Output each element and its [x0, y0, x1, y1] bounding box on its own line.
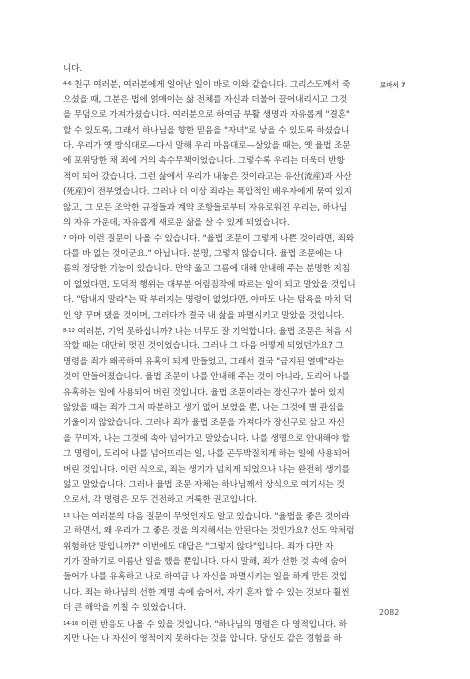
line-text: 니다. 죄는 하나님의 선한 계명 속에 숨어서, 자기 혼자 할 수 있는 것보다 훨씬: [63, 587, 350, 598]
text-line: [63, 632, 363, 647]
verse-number: 4-6: [63, 81, 72, 88]
line-text: 이런 반응도 나올 수 있을 것입니다. "하나님의 명령은 다 영적입니다. 하: [78, 619, 347, 630]
line-text: 이 없었다면, 도덕적 행위는 대부분 어림짐작에 따르는 일이 되고 말았을 것입니: [63, 279, 356, 290]
text-line: [63, 170, 363, 185]
line-text: 작할 때는 대단히 멋진 것이었습니다. 그러나 그 다음 어떻게 되었던가요? 그: [63, 341, 344, 352]
text-line: [63, 62, 363, 77]
text-line: [63, 324, 363, 339]
verse-number: 14-16: [63, 620, 79, 627]
line-text: 들어가 나를 유혹하고 나로 하여금 나 자신을 파멸시키는 일을 하게 만든 것입: [63, 572, 348, 583]
line-text: 니다.: [63, 64, 83, 74]
text-line: [63, 262, 363, 277]
text-line: [63, 77, 363, 92]
line-text: 으셨을 때, 그분은 법에 얽매이는 삶 전체를 자신과 더불어 끌어내리시고 그것: [63, 94, 348, 105]
line-text: 나는 여러분의 다음 질문이 무엇인지도 알고 있습니다. "율법을 좋은 것이라: [69, 511, 350, 522]
text-line: [63, 401, 363, 416]
line-text: (死産)이 전부였습니다. 그러나 더 이상 죄라는 폭압적인 배우자에게 묶여 있지: [63, 187, 352, 198]
line-text: 잃고 말았습니다. 그러나 율법 조문 자체는 하나님께서 상식으로 여기시는 것: [63, 479, 345, 490]
text-line: [63, 231, 363, 246]
text-line: [63, 555, 363, 570]
page-number: 2082: [379, 608, 400, 617]
text-line: [63, 386, 363, 401]
text-line: [63, 309, 363, 324]
line-text: 위험하단 말입니까?" 이번에도 대답은 "그렇지 않다"입니다. 죄가 다만 자: [63, 541, 334, 552]
verse-number: 7: [63, 235, 67, 242]
line-text: 더 큰 해악을 끼칠 수 있었습니다.: [63, 603, 186, 614]
text-line: [63, 139, 363, 154]
line-text: 인 양 꾸며 댔을 것이며, 그러다가 결국 내 삶을 파멸시키고 말았을 것입니다.: [63, 310, 345, 321]
running-head: 로마서 7: [380, 81, 406, 89]
line-text: 을 무덤으로 가져가셨습니다. 여러분으로 하여금 부활 생명과 자유롭게 "결혼": [63, 110, 350, 121]
line-text: 유혹하는 일에 사용되어 버린 것입니다. 율법 조문이라는 장신구가 붙어 있지: [63, 387, 345, 398]
text-line: [63, 478, 363, 493]
line-text: 할 수 있도록, 그래서 하나님을 향한 믿음을 "자녀"로 낳을 수 있도록 하셨습니: [63, 125, 350, 136]
line-text: 다를 바 없는 것이군요." 아닙니다. 분명, 그렇지 않습니다. 율법 조문에는 나: [63, 248, 343, 259]
text-line: [63, 293, 363, 308]
text-line: [63, 447, 363, 462]
line-text: 적이 되어 갔습니다. 그런 삶에서 우리가 내놓은 것이라고는 유산(流産)과 사산: [63, 171, 352, 182]
text-line: [63, 416, 363, 431]
line-text: 기가 잘하기로 이름난 일을 했을 뿐입니다. 다시 말해, 죄가 선한 것 속에 숨어: [63, 557, 347, 567]
line-text: 으로서, 각 명령은 모두 건전하고 거룩한 권고입니다.: [63, 495, 257, 506]
text-line: [63, 570, 363, 585]
text-line: [63, 586, 363, 601]
verse-number: 8-12: [63, 327, 75, 334]
verse-number: 13: [63, 512, 70, 519]
line-text: 름의 정당한 기능이 있습니다. 만약 옳고 그름에 대해 안내해 주는 분명한 지침: [63, 264, 350, 275]
line-text: 에 포위당한 채 죄에 거의 속수무책이었습니다. 그렇수록 우리는 더욱더 반항: [63, 156, 345, 167]
text-line: [63, 617, 363, 632]
line-text: 아마 이런 질문이 나올 수 있습니다. "율법 조문이 그렇게 나쁜 것이라면, 죄와: [66, 234, 355, 245]
text-line: [63, 247, 363, 262]
line-text: 다. 우리가 옛 방식대로—다시 말해 우리 마음대로—살았을 때는, 옛 율법 조문: [63, 141, 351, 152]
text-line: [63, 185, 363, 200]
line-text: 기울이지 않았습니다. 그러나 죄가 율법 조문을 가져다가 장신구로 삼고 자신: [63, 418, 345, 429]
line-text: 것이 만들어졌습니다. 율법 조문이 나를 안내해 주는 것이 아니라, 도리어 나를: [63, 372, 350, 383]
text-line: [63, 432, 363, 447]
text-line: [63, 108, 363, 123]
text-line: [63, 493, 363, 508]
line-text: 을 꾸미자, 나는 그것에 속아 넘어가고 말았습니다. 나를 생명으로 안내해야 할: [63, 433, 350, 444]
line-text: 않았을 때는 죄가 그저 따분하고 생기 없어 보였을 뿐, 나는 그것에 별 관심을: [63, 402, 345, 413]
text-line: [63, 540, 363, 555]
line-text: 버린 것입니다. 이런 식으로, 죄는 생기가 넘치게 되었으나 나는 완전히 생기를: [63, 464, 350, 475]
line-text: 여러분, 기억 못하십니까? 나는 너무도 잘 기억합니다. 율법 조문은 처음 시: [74, 326, 353, 337]
line-text: 친구 여러분, 여러분에게 일어난 일이 바로 이와 같습니다. 그리스도께서 죽: [71, 80, 351, 91]
text-line: [63, 463, 363, 478]
text-line: [63, 509, 363, 524]
text-line: [63, 370, 363, 385]
text-line: [63, 93, 363, 108]
line-text: 그 명령이, 도리어 나를 넘어뜨리는 일, 나를 곤두박질치게 하는 일에 사용되어: [63, 449, 350, 460]
text-line: [63, 355, 363, 370]
text-line: [63, 201, 363, 216]
text-line: [63, 278, 363, 293]
line-text: 지만 나는 나 자신이 영적이지 못하다는 것을 압니다. 당신도 같은 경험을 하: [63, 634, 342, 645]
line-text: 고 하면서, 왜 우리가 그 좋은 것을 의지해서는 안된다는 것인가요? 선도 악처럼: [63, 526, 355, 537]
line-text: 명령을 죄가 왜곡하여 유혹이 되게 만들었고, 그래서 결국 "금지된 열매"라는: [63, 356, 345, 367]
line-text: 않고, 그 모든 조악한 규정들과 계약 조항들로부터 자유로워진 우리는, 하나님: [63, 202, 348, 213]
line-text: 다. "탐내지 말라"는 딱 부러지는 명령이 없었다면, 아마도 나는 탐욕을 마치 덕: [63, 295, 352, 306]
text-line: [63, 124, 363, 139]
text-line: [63, 339, 363, 354]
line-text: 의 자유 가운데, 자유롭게 새로운 삶을 살 수 있게 되었습니다.: [63, 218, 290, 229]
body-text: [63, 62, 363, 647]
text-line: [63, 216, 363, 231]
text-line: [63, 601, 363, 616]
text-line: [63, 154, 363, 169]
text-line: [63, 524, 363, 539]
